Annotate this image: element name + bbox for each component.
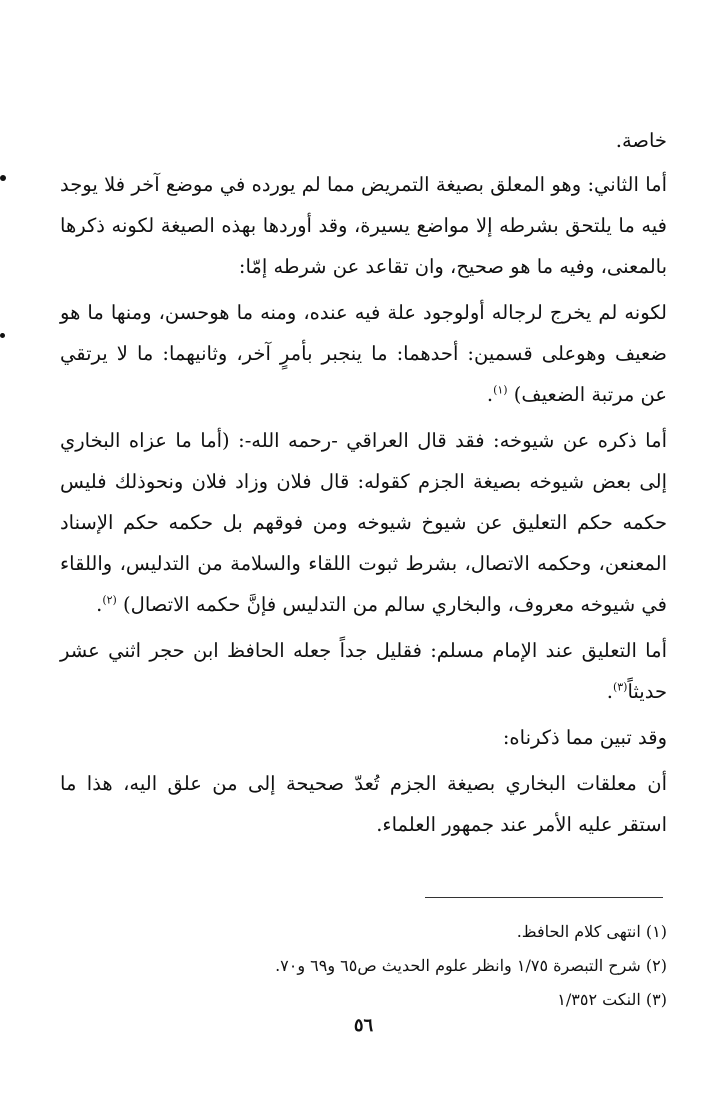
footnote-ref: (٣) (612, 680, 628, 694)
paragraph-text: أما التعليق عند الإمام مسلم: فقليل جداً جعله الحافظ ابن حجر اثني عشر حديثاً (60, 639, 667, 703)
paragraph: أما التعليق عند الإمام مسلم: فقليل جداً جعله الحافظ ابن حجر اثني عشر حديثاً$^{(٣)}$. (60, 639, 667, 703)
margin-mark (0, 333, 5, 338)
footnotes (60, 915, 667, 1017)
paragraph: أما الثاني: وهو المعلق بصيغة التمريض مما لم يورده في موضع آخر فلا يوجد فيه ما يلتحق بشرطه إلا مواضع يسيرة، وقد أوردها بهذه الصيغة لكونه ذكرها بالمعنى، وفيه ما هو صحيح، وان تقاعد عن شرطه إمّا: (60, 173, 667, 278)
paragraph-text: أما ذكره عن شيوخه: فقد قال العراقي -رحمه الله-: (أما ما عزاه البخاري إلى بعض شيوخه بصيغة الجزم كقوله: قال فلان وزاد فلان ونحوذلك فليس حكمه حكم التعليق عن شيوخ شيوخه ومن فوقهم بل حكمه حكم الإسناد المعنعن، وحكمه الاتصال، بشرط ثبوت اللقاء والسلامة من التدليس، واللقاء في شيوخه معروف، والبخاري سالم من التدليس فإنَّ حكمه الاتصال) (60, 429, 667, 616)
main-text (60, 120, 667, 850)
footnote: (٢) شرح التبصرة ١/٧٥ وانظر علوم الحديث ص٦٥ و٦٩ و٧٠. (275, 956, 667, 975)
paragraph: أن معلقات البخاري بصيغة الجزم تُعدّ صحيحة إلى من علق اليه، هذا ما استقر عليه الأمر عند جمهور العلماء. (60, 772, 667, 836)
footnote-ref: (٢) (102, 593, 117, 607)
page-number: ٥٦ (353, 1015, 374, 1036)
paragraph: وقد تبين مما ذكرناه: (502, 726, 667, 749)
paragraph: أما ذكره عن شيوخه: فقد قال العراقي -رحمه الله-: (أما ما عزاه البخاري إلى بعض شيوخه بصيغة الجزم كقوله: قال فلان وزاد فلان ونحوذلك فليس حكمه حكم التعليق عن شيوخ شيوخه ومن فوقهم بل حكمه حكم الإسناد المعنعن، وحكمه الاتصال، بشرط ثبوت اللقاء والسلامة من التدليس، واللقاء في شيوخه معروف، والبخاري سالم من التدليس فإنَّ حكمه الاتصال) $^{(٢)}$. (60, 429, 667, 616)
footnote: (٣) النكت ١/٣٥٢ (557, 990, 667, 1009)
paragraph: خاصة. (615, 129, 667, 152)
paragraph: لكونه لم يخرج لرجاله أولوجود علة فيه عنده، ومنه ما هوحسن، ومنها ما هو ضعيف وهوعلى قسمين: أحدهما: ما ينجبر بأمرٍ آخر، وثانيهما: ما لا يرتقي عن مرتبة الضعيف) $^{(١)}$. (60, 301, 667, 406)
margin-mark (0, 175, 6, 181)
footnote-separator (425, 897, 663, 898)
paragraph-text: لكونه لم يخرج لرجاله أولوجود علة فيه عنده، ومنه ما هوحسن، ومنها ما هو ضعيف وهوعلى قسمين: أحدهما: ما ينجبر بأمرٍ آخر، وثانيهما: ما لا يرتقي عن مرتبة الضعيف) (60, 301, 667, 406)
footnote-ref: (١) (493, 383, 508, 397)
footnote: (١) انتهى كلام الحافظ. (516, 922, 667, 941)
